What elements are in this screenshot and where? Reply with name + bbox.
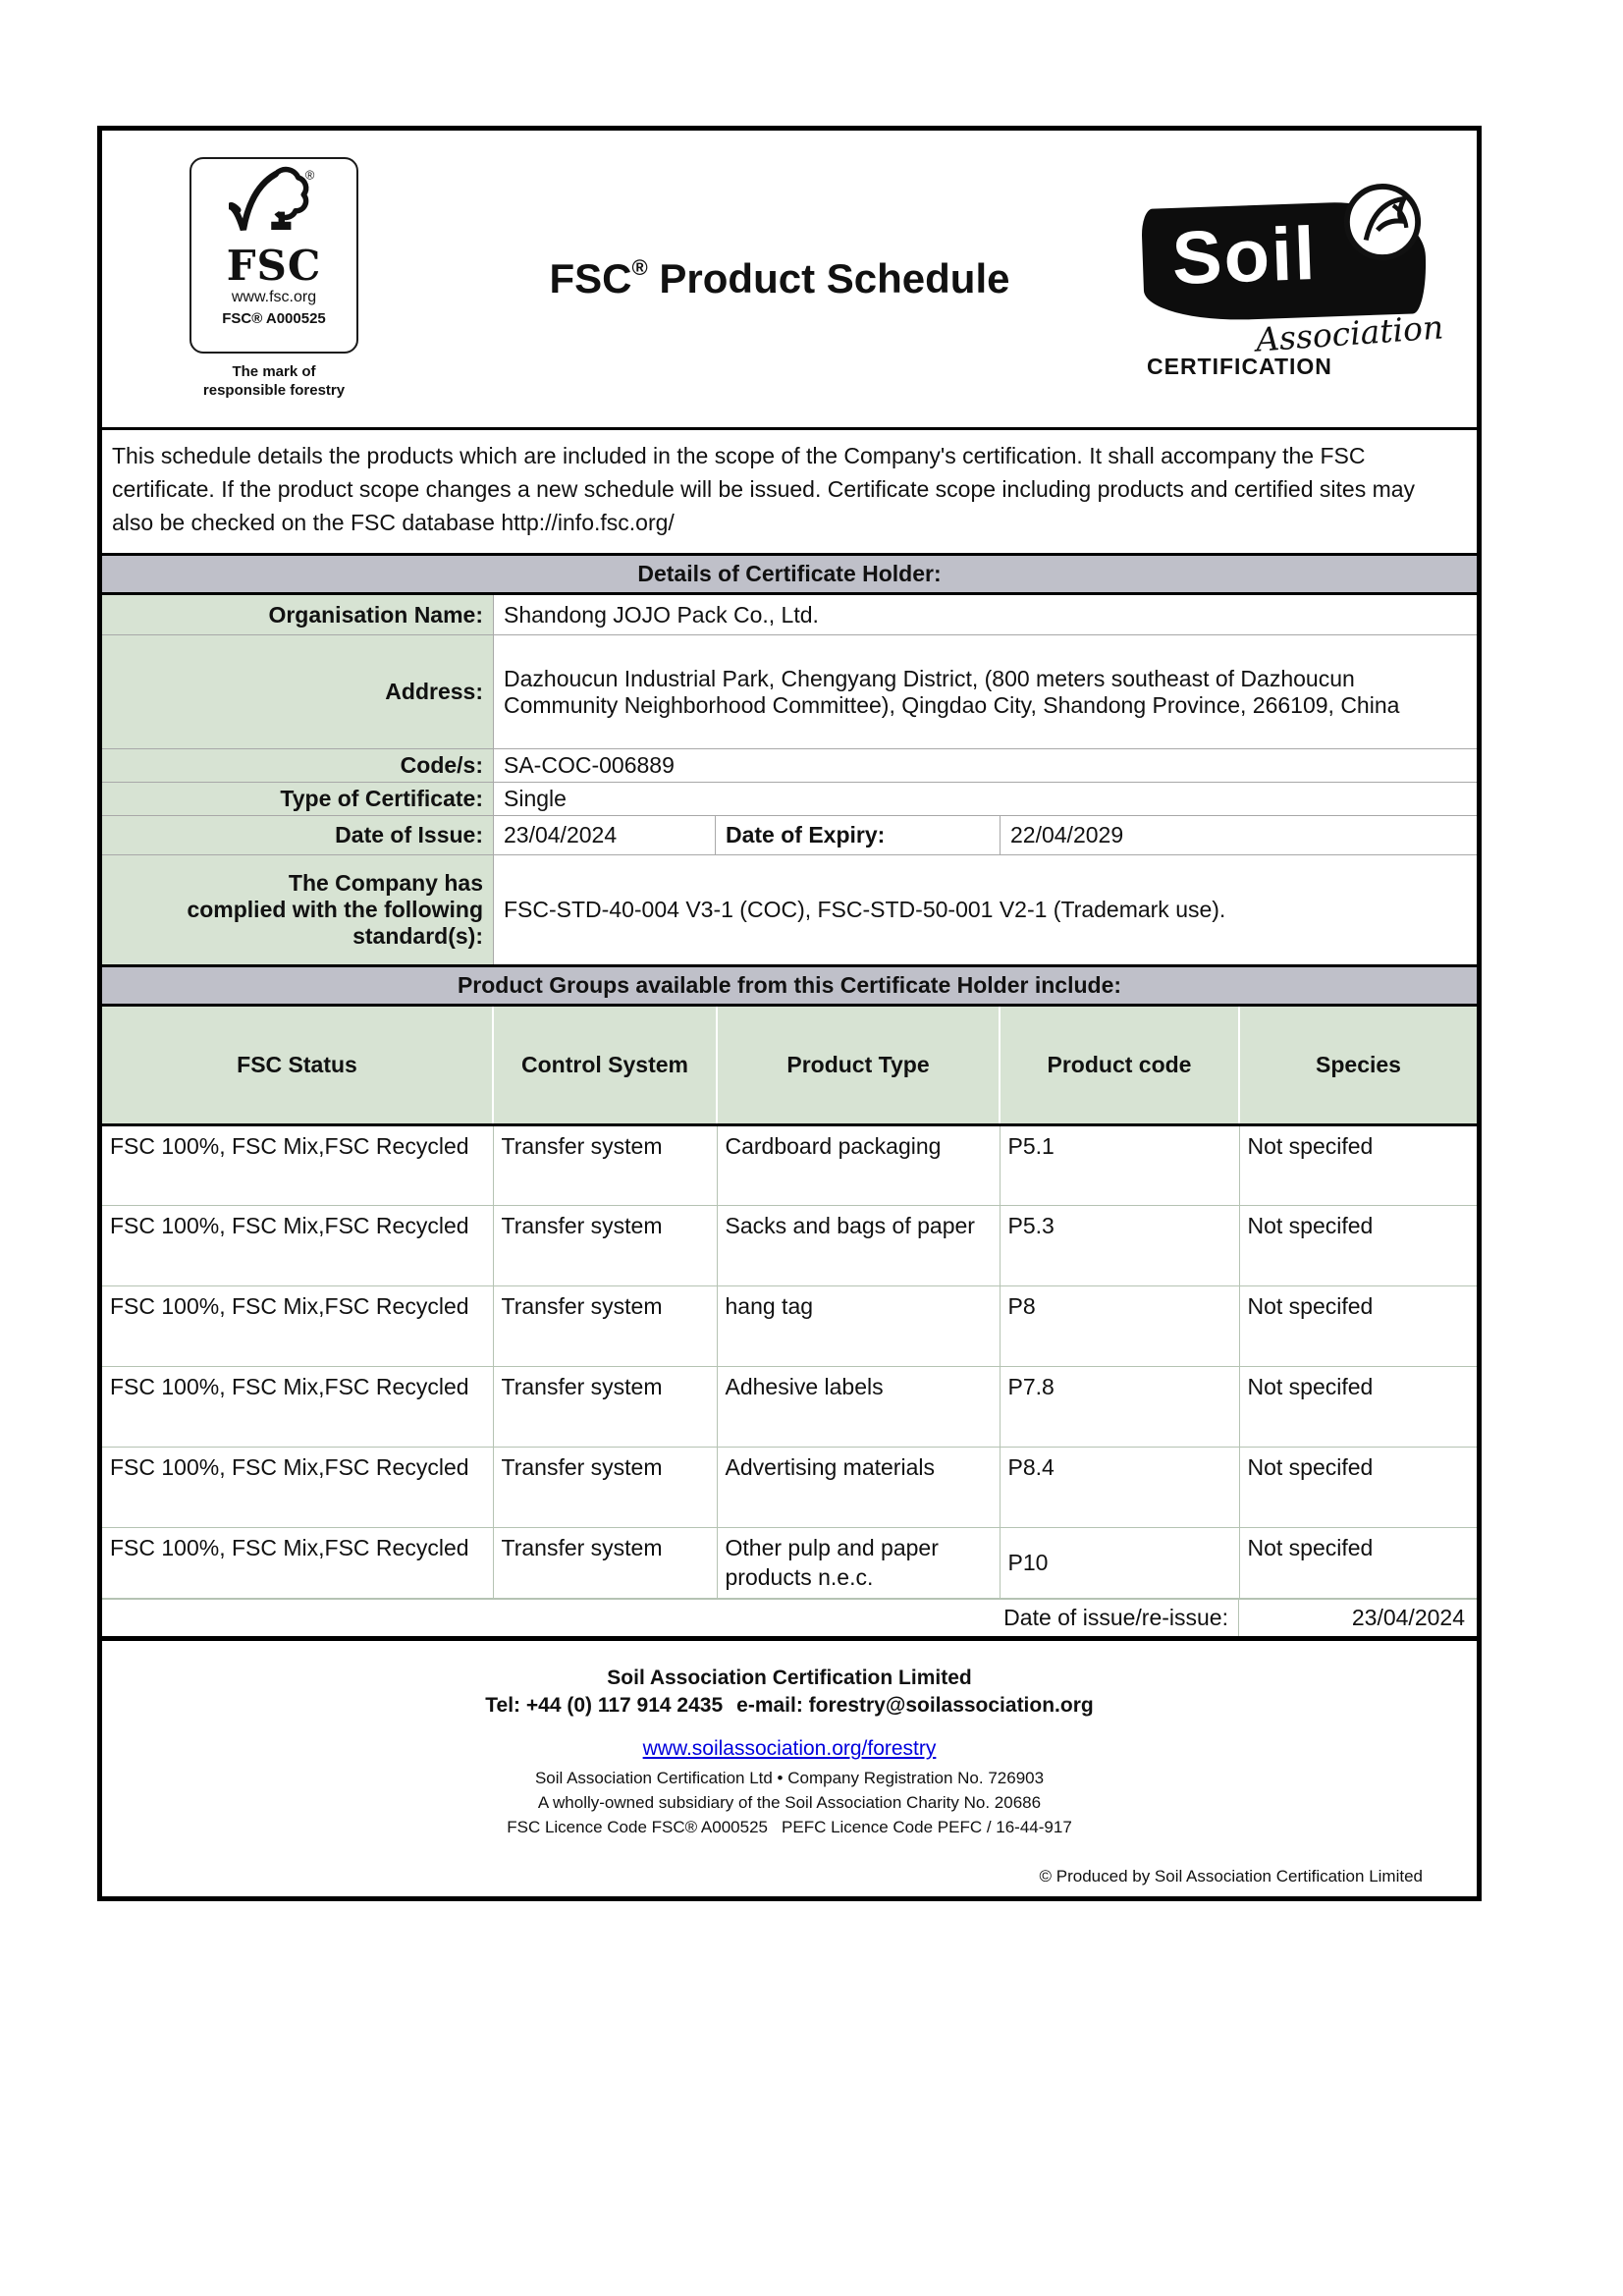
standards-value: FSC-STD-40-004 V3-1 (COC), FSC-STD-50-001 V2-1 (Trademark use). <box>493 854 1477 964</box>
footer-pefc-licence: PEFC Licence Code PEFC / 16-44-917 <box>782 1817 1072 1836</box>
cell-fsc-status: FSC 100%, FSC Mix,FSC Recycled <box>102 1124 493 1205</box>
date-of-expiry-value: 22/04/2029 <box>1000 815 1477 854</box>
title-rest: Product Schedule <box>647 255 1010 301</box>
cell-product-type: Advertising materials <box>717 1447 1000 1527</box>
fsc-tree-check-icon <box>229 165 319 251</box>
cell-control-system: Transfer system <box>493 1205 717 1285</box>
cell-fsc-status: FSC 100%, FSC Mix,FSC Recycled <box>102 1366 493 1447</box>
column-header-control-system: Control System <box>493 1007 717 1124</box>
cell-fsc-status: FSC 100%, FSC Mix,FSC Recycled <box>102 1285 493 1366</box>
issue-reissue-row <box>102 1599 1477 1641</box>
footer-email: e-mail: forestry@soilassociation.org <box>736 1693 1094 1717</box>
standards-label <box>102 854 493 964</box>
certificate-details-table <box>102 595 1477 964</box>
cell-product-type: Sacks and bags of paper <box>717 1205 1000 1285</box>
fsc-tagline: The mark of responsible forestry <box>202 363 346 399</box>
fsc-licence-code: FSC® A000525 <box>222 310 326 328</box>
cell-product-type: hang tag <box>717 1285 1000 1366</box>
issue-reissue-label: Date of issue/re-issue: <box>102 1600 1239 1636</box>
issue-reissue-value: 23/04/2024 <box>1351 1604 1465 1630</box>
table-row <box>102 1285 1477 1366</box>
cell-product-code: P7.8 <box>1000 1366 1239 1447</box>
footer <box>102 1641 1477 1897</box>
title-area <box>446 255 1113 302</box>
cell-product-code: P8 <box>1000 1285 1239 1366</box>
title-fsc: FSC <box>549 255 632 301</box>
cell-product-code: P5.1 <box>1000 1124 1239 1205</box>
table-row <box>102 1527 1477 1598</box>
cell-control-system: Transfer system <box>493 1124 717 1205</box>
table-row <box>102 1366 1477 1447</box>
cell-species: Not specifed <box>1239 1527 1477 1598</box>
cell-control-system: Transfer system <box>493 1285 717 1366</box>
date-of-expiry-label: Date of Expiry: <box>715 815 1000 854</box>
soil-association-script: Association <box>1254 307 1445 359</box>
produced-by-note: © Produced by Soil Association Certification Limited <box>1039 1867 1423 1886</box>
footer-contact-line <box>102 1692 1477 1720</box>
footer-registration: Soil Association Certification Ltd • Company Registration No. 726903 <box>534 1769 1045 1788</box>
product-groups-table <box>102 1007 1477 1598</box>
cell-species: Not specifed <box>1239 1366 1477 1447</box>
details-banner: Details of Certificate Holder: <box>102 553 1477 595</box>
header <box>102 131 1477 427</box>
org-name-label: Organisation Name: <box>102 595 493 634</box>
certificate-document <box>97 126 1482 1901</box>
soil-wordmark: Soil <box>1170 211 1319 301</box>
table-row <box>102 1124 1477 1205</box>
footer-company-name: Soil Association Certification Limited <box>607 1666 972 1689</box>
code-label: Code/s: <box>102 748 493 782</box>
cell-product-type: Other pulp and paper products n.e.c. <box>717 1527 1000 1598</box>
address-value <box>493 634 1477 748</box>
soil-certification-caption: CERTIFICATION <box>1147 354 1332 379</box>
certificate-type-value: Single <box>493 782 1477 815</box>
cell-fsc-status: FSC 100%, FSC Mix,FSC Recycled <box>102 1205 493 1285</box>
cell-fsc-status: FSC 100%, FSC Mix,FSC Recycled <box>102 1527 493 1598</box>
svg-text:®: ® <box>304 167 315 183</box>
cell-species: Not specifed <box>1239 1447 1477 1527</box>
certificate-type-label: Type of Certificate: <box>102 782 493 815</box>
cell-control-system: Transfer system <box>493 1366 717 1447</box>
date-of-issue-value: 23/04/2024 <box>493 815 715 854</box>
column-header-product-type: Product Type <box>717 1007 1000 1124</box>
intro-paragraph: This schedule details the products which are included in the scope of the Company's certification. It shall accompany the FSC certificate. If the product scope changes a new schedule will be issued. Certificate scope including products and certified sites may also be checked on the FSC database http://info.fsc.org/ <box>102 427 1477 553</box>
cell-product-code: P10 <box>1000 1527 1239 1598</box>
fsc-logo <box>102 157 446 401</box>
cell-control-system: Transfer system <box>493 1447 717 1527</box>
org-name-value: Shandong JOJO Pack Co., Ltd. <box>493 595 1477 634</box>
footer-fsc-licence: FSC Licence Code FSC® A000525 <box>507 1817 769 1836</box>
footer-website-link[interactable]: www.soilassociation.org/forestry <box>642 1737 937 1761</box>
cell-species: Not specifed <box>1239 1205 1477 1285</box>
code-value: SA-COC-006889 <box>493 748 1477 782</box>
cell-product-code: P5.3 <box>1000 1205 1239 1285</box>
column-header-species: Species <box>1239 1007 1477 1124</box>
column-header-product-code: Product code <box>1000 1007 1239 1124</box>
cell-species: Not specifed <box>1239 1285 1477 1366</box>
address-label: Address: <box>102 634 493 748</box>
cell-product-type: Cardboard packaging <box>717 1124 1000 1205</box>
soil-leaf-roundel-icon <box>1341 181 1424 263</box>
standards-label-text: The Company has complied with the following standard(s): <box>187 870 483 950</box>
fsc-logo-box <box>189 157 358 354</box>
cell-species: Not specifed <box>1239 1124 1477 1205</box>
fsc-url: www.fsc.org <box>231 289 317 306</box>
table-row <box>102 1447 1477 1527</box>
cell-product-code: P8.4 <box>1000 1447 1239 1527</box>
page-title <box>446 255 1113 302</box>
product-table-header-row <box>102 1007 1477 1124</box>
date-of-issue-label: Date of Issue: <box>102 815 493 854</box>
soil-association-logo <box>1113 141 1477 416</box>
fsc-wordmark: FSC <box>226 242 322 291</box>
cell-product-type: Adhesive labels <box>717 1366 1000 1447</box>
address-text: Dazhoucun Industrial Park, Chengyang District, (800 meters southeast of Dazhoucun Community Neighborhood Committee), Qingdao City, Shandong Province, 266109, China <box>504 665 1400 718</box>
product-groups-banner: Product Groups available from this Certificate Holder include: <box>102 964 1477 1007</box>
footer-telephone: Tel: +44 (0) 117 914 2435 <box>485 1693 724 1717</box>
cell-control-system: Transfer system <box>493 1527 717 1598</box>
title-registered-mark: ® <box>631 255 648 280</box>
cell-fsc-status: FSC 100%, FSC Mix,FSC Recycled <box>102 1447 493 1527</box>
column-header-fsc-status: FSC Status <box>102 1007 493 1124</box>
table-row <box>102 1205 1477 1285</box>
footer-licence-codes <box>102 1816 1477 1840</box>
footer-subsidiary: A wholly-owned subsidiary of the Soil Association Charity No. 20686 <box>537 1792 1042 1812</box>
